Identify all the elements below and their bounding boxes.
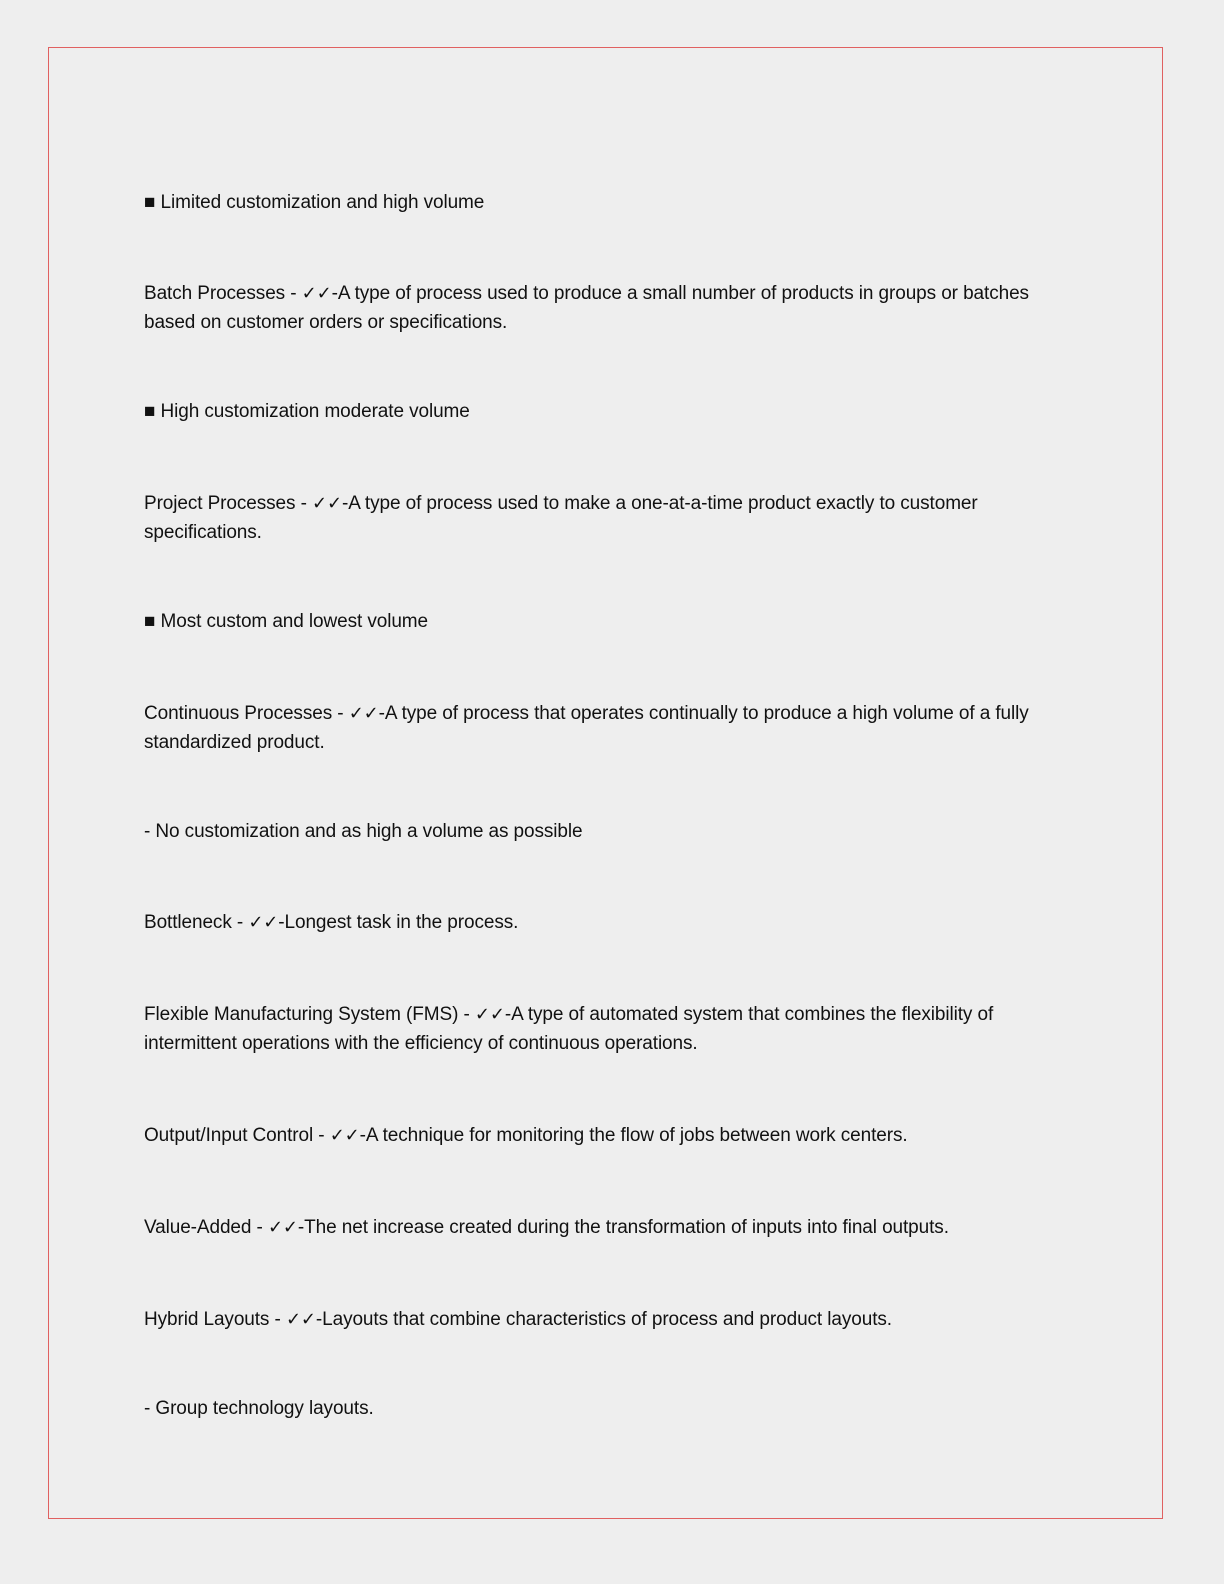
term-name: Continuous Processes: [144, 703, 333, 724]
term-batch-processes: [144, 279, 1074, 337]
note-high-customization: [144, 397, 1074, 426]
term-separator: -: [285, 283, 302, 304]
note-text: - Group technology layouts.: [144, 1398, 374, 1419]
term-name: Project Processes: [144, 493, 296, 514]
term-name: Hybrid Layouts: [144, 1309, 270, 1330]
double-check-icon: ✓✓: [285, 1309, 316, 1330]
term-definition: -Longest task in the process.: [278, 912, 519, 933]
double-check-icon: ✓✓: [329, 1125, 360, 1146]
term-separator: -: [231, 912, 249, 933]
term-definition: -Layouts that combine characteristics of process and product layouts.: [315, 1309, 892, 1330]
double-check-icon: ✓✓: [248, 912, 279, 933]
note-most-custom: [144, 607, 1074, 636]
note-group-technology: [144, 1394, 1074, 1423]
term-definition: -A type of automated system that combines the flexibility of intermittent operations with the efficiency of continuous operations.: [144, 1004, 994, 1054]
note-no-customization: [144, 817, 1074, 846]
term-hybrid-layouts: [144, 1305, 1074, 1334]
page-frame: [48, 47, 1163, 1519]
term-name: Bottleneck: [144, 912, 232, 933]
term-definition: -A type of process that operates continually to produce a high volume of a fully standardized product.: [144, 703, 1029, 753]
note-text: - No customization and as high a volume as possible: [144, 821, 583, 842]
term-separator: -: [251, 1217, 268, 1238]
term-output-input-control: [144, 1121, 1074, 1150]
double-check-icon: ✓✓: [474, 1004, 505, 1025]
note-text: ■ Limited customization and high volume: [144, 192, 485, 213]
note-text: ■ High customization moderate volume: [144, 401, 470, 422]
term-separator: -: [458, 1004, 475, 1025]
term-continuous-processes: [144, 699, 1074, 757]
double-check-icon: ✓✓: [348, 703, 379, 724]
term-separator: -: [313, 1125, 330, 1146]
term-separator: -: [332, 703, 349, 724]
term-bottleneck: [144, 908, 1074, 937]
term-separator: -: [269, 1309, 286, 1330]
term-separator: -: [295, 493, 313, 514]
term-name: Batch Processes: [144, 283, 286, 304]
term-definition: -The net increase created during the transformation of inputs into final outputs.: [297, 1217, 949, 1238]
term-definition: -A type of process used to make a one-at-a-time product exactly to customer specifications.: [144, 493, 978, 543]
double-check-icon: ✓✓: [312, 493, 342, 514]
term-name: Flexible Manufacturing System (FMS): [144, 1004, 459, 1025]
term-project-processes: [144, 489, 1074, 547]
term-name: Output/Input Control: [144, 1125, 314, 1146]
note-limited-customization: [144, 188, 1074, 217]
term-flexible-manufacturing-system: [144, 1000, 1074, 1058]
term-definition: -A type of process used to produce a small number of products in groups or batches based on customer orders or specifications.: [144, 283, 1029, 333]
double-check-icon: ✓✓: [301, 283, 332, 304]
term-name: Value-Added: [144, 1217, 252, 1238]
term-definition: -A technique for monitoring the flow of jobs between work centers.: [359, 1125, 908, 1146]
term-value-added: [144, 1213, 1074, 1242]
note-text: ■ Most custom and lowest volume: [144, 611, 428, 632]
double-check-icon: ✓✓: [267, 1217, 298, 1238]
